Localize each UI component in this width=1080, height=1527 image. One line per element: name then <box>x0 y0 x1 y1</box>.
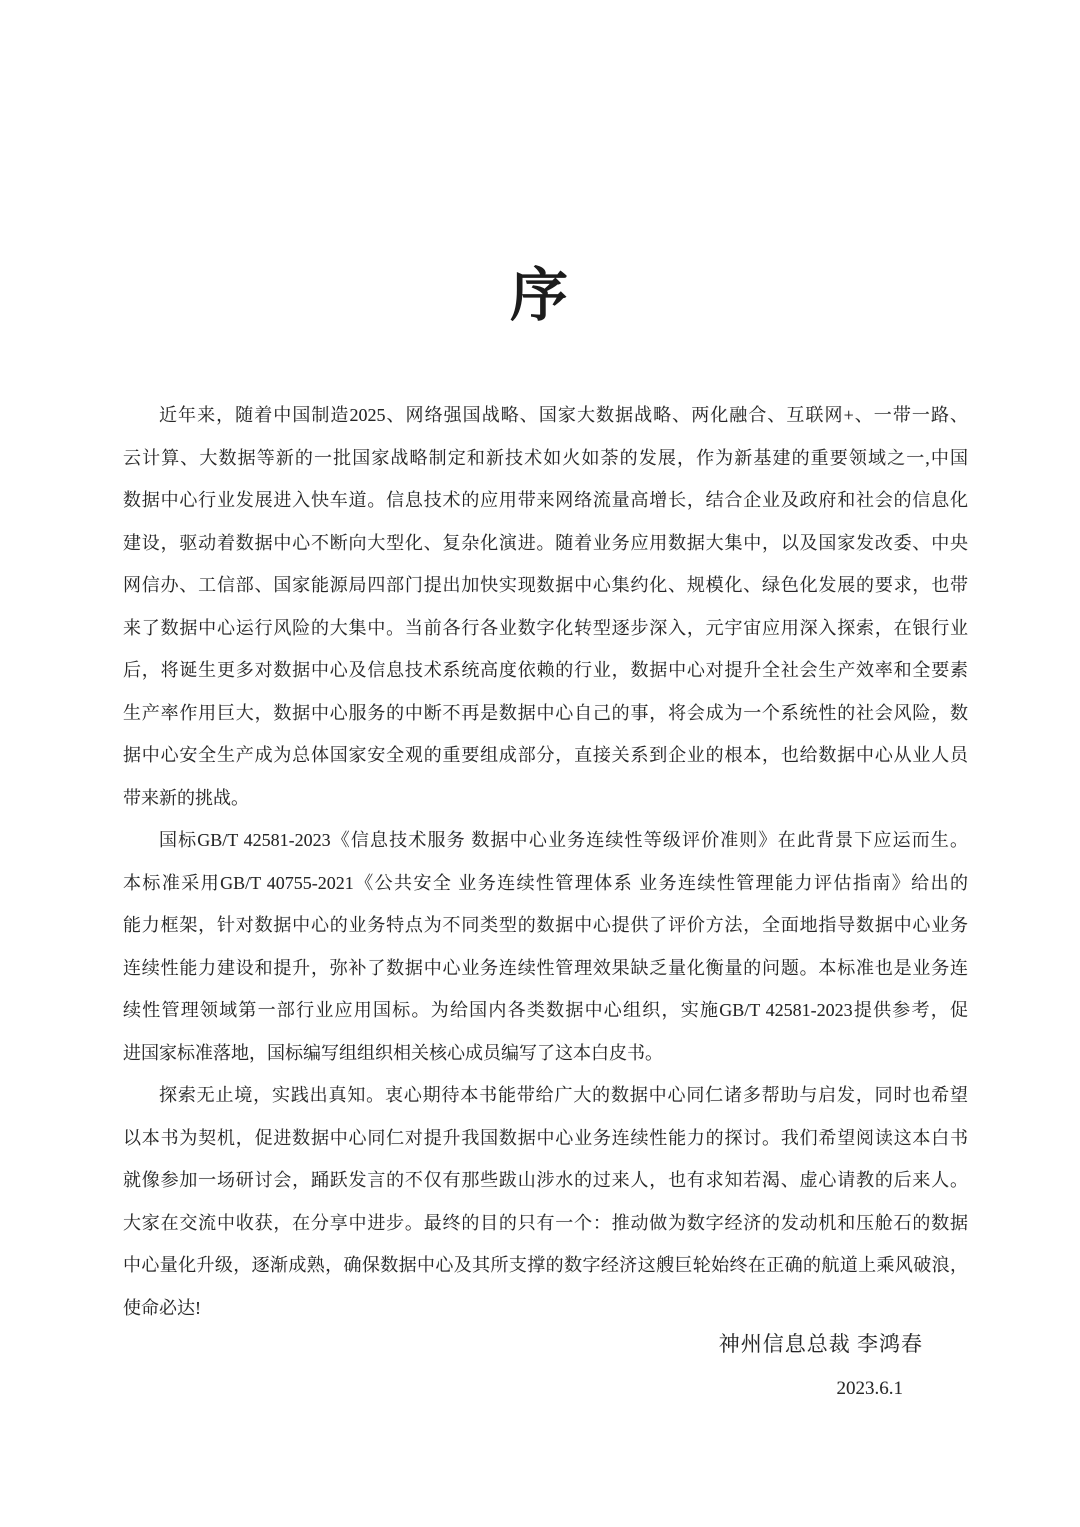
text-line: 网信办、工信部、国家能源局四部门提出加快实现数据中心集约化、规模化、绿色化发展的要求，也带 <box>123 575 968 595</box>
date: 2023.6.1 <box>836 1378 903 1399</box>
text-line: 据中心安全生产成为总体国家安全观的重要组成部分，直接关系到企业的根本，也给数据中心从业人员 <box>123 745 968 765</box>
text-line: 数据中心行业发展进入快车道。信息技术的应用带来网络流量高增长，结合企业及政府和社会的信息化 <box>123 490 968 510</box>
text-line: 使命必达! <box>123 1297 201 1318</box>
text-line: 探索无止境，实践出真知。衷心期待本书能带给广大的数据中心同仁诸多帮助与启发，同时也希望 <box>159 1085 968 1105</box>
text-line: 来了数据中心运行风险的大集中。当前各行各业数字化转型逐步深入，元宇宙应用深入探索，在银行业 <box>123 617 968 638</box>
text-line: 建设，驱动着数据中心不断向大型化、复杂化演进。随着业务应用数据大集中，以及国家发改委、中央 <box>123 532 968 553</box>
text-line: 后，将诞生更多对数据中心及信息技术系统高度依赖的行业，数据中心对提升全社会生产效率和全要素 <box>123 660 968 680</box>
text-line: 续性管理领域第一部行业应用国标。为给国内各类数据中心组织，实施GB/T 42581-2023提供参考，促 <box>123 1000 968 1020</box>
text-line: 以本书为契机，促进数据中心同仁对提升我国数据中心业务连续性能力的探讨。我们希望阅读这本白书 <box>123 1127 968 1148</box>
text-line: 国标GB/T 42581-2023《信息技术服务 数据中心业务连续性等级评价准则》在此背景下应运而生。 <box>159 830 968 850</box>
text-line: 近年来，随着中国制造2025、网络强国战略、国家大数据战略、两化融合、互联网+、一带一路、 <box>159 405 968 425</box>
signature: 神州信息总裁 李鸿春 <box>718 1332 923 1356</box>
text-line: 连续性能力建设和提升，弥补了数据中心业务连续性管理效果缺乏量化衡量的问题。本标准也是业务连 <box>123 957 968 978</box>
text-line: 本标准采用GB/T 40755-2021《公共安全 业务连续性管理体系 业务连续性管理能力评估指南》给出的 <box>123 872 968 893</box>
text-line: 大家在交流中收获，在分享中进步。最终的目的只有一个：推动做为数字经济的发动机和压舱石的数据 <box>123 1212 968 1233</box>
text-line: 云计算、大数据等新的一批国家战略制定和新技术如火如荼的发展，作为新基建的重要领域之一,中国 <box>123 447 968 468</box>
text-line: 中心量化升级，逐渐成熟，确保数据中心及其所支撑的数字经济这艘巨轮始终在正确的航道上乘风破浪， <box>123 1255 968 1275</box>
document-body <box>123 394 968 1329</box>
page-title: 序 <box>509 263 570 328</box>
text-line: 能力框架，针对数据中心的业务特点为不同类型的数据中心提供了评价方法，全面地指导数据中心业务 <box>123 915 968 935</box>
text-line: 就像参加一场研讨会，踊跃发言的不仅有那些跋山涉水的过来人，也有求知若渴、虚心请教的后来人。 <box>123 1170 968 1190</box>
text-line: 生产率作用巨大，数据中心服务的中断不再是数据中心自己的事，将会成为一个系统性的社会风险，数 <box>123 702 968 723</box>
text-line: 带来新的挑战。 <box>123 787 249 808</box>
text-line: 进国家标准落地，国标编写组组织相关核心成员编写了这本白皮书。 <box>123 1042 663 1063</box>
